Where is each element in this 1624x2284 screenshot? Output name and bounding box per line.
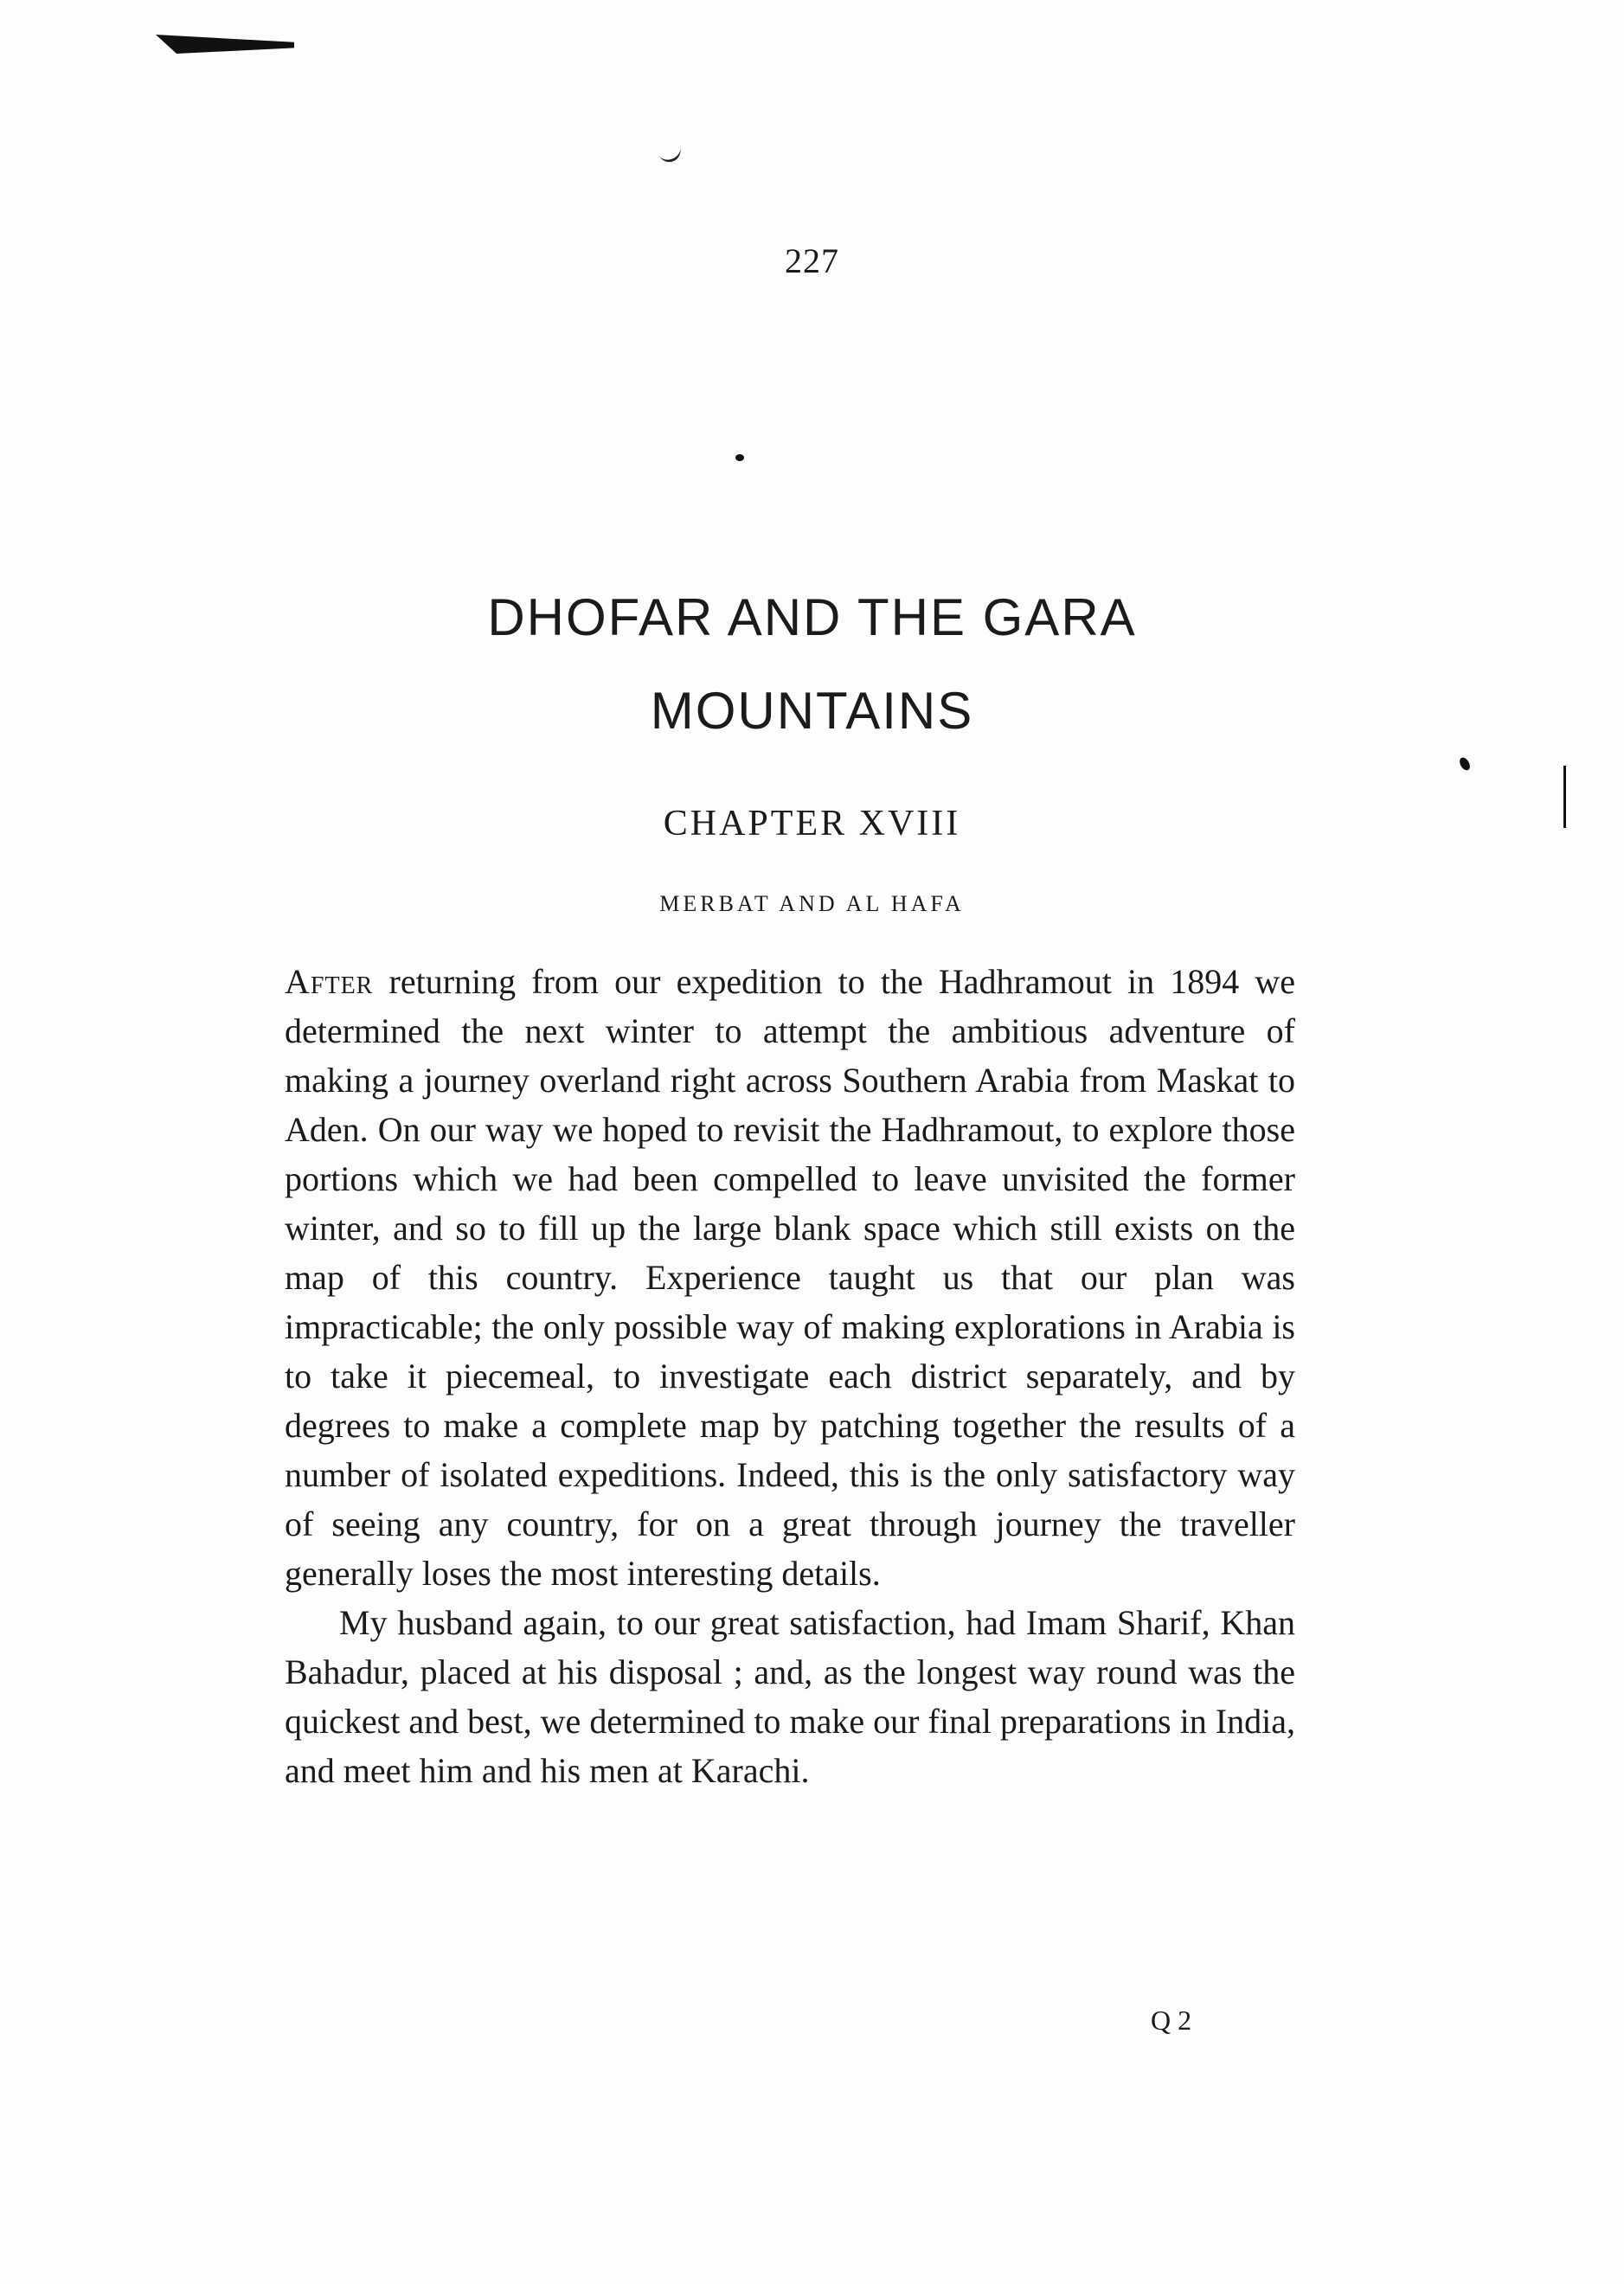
part-title — [0, 571, 1624, 758]
pencil-tick-mark — [658, 144, 684, 165]
page-number: 227 — [785, 241, 839, 280]
chapter-heading: CHAPTER XVIII — [663, 804, 961, 844]
paragraph-2: My husband again, to our great satisfaction, had Imam Sharif, Khan Bahadur, placed at his disposal ; and, as the longest way round was the quickest and best, we determined to make our final preparations in India, and meet him and his men at Karachi. — [285, 1603, 1295, 1790]
paragraph-1-lead-word: After — [285, 962, 374, 1001]
part-title-line-1: DHOFAR AND THE GARA — [487, 588, 1137, 646]
paragraph-1 — [285, 957, 1295, 1598]
ink-speck — [1458, 756, 1473, 773]
ink-speck — [735, 454, 744, 461]
body-text — [285, 957, 1295, 1795]
paragraph-1-text: returning from our expedition to the Hadhramout in 1894 we determined the next winter to attempt the ambitious adventure of making a journey overland right across Southern Arabia from Maskat to Aden. On our way we hoped to revisit the Hadhramout, to explore those portions which we had been compelled to leave unvisited the former winter, and so to fill up the large blank space which still exists on the map of this country. Experience taught us that our plan was impracticable; the only possible way of making explorations in Arabia is to take it piecemeal, to investigate each district separately, and by degrees to make a complete map by patching together the results of a number of isolated expeditions. Indeed, this is the only satisfactory way of seeing any country, for on a great through journey the traveller generally loses the most interesting details. — [285, 962, 1296, 1593]
part-title-line-2: MOUNTAINS — [650, 682, 974, 740]
chapter-subtitle: MERBAT AND AL HAFA — [659, 891, 965, 916]
ink-smudge-top — [156, 35, 294, 54]
signature-mark: Q 2 — [1151, 2005, 1192, 2036]
